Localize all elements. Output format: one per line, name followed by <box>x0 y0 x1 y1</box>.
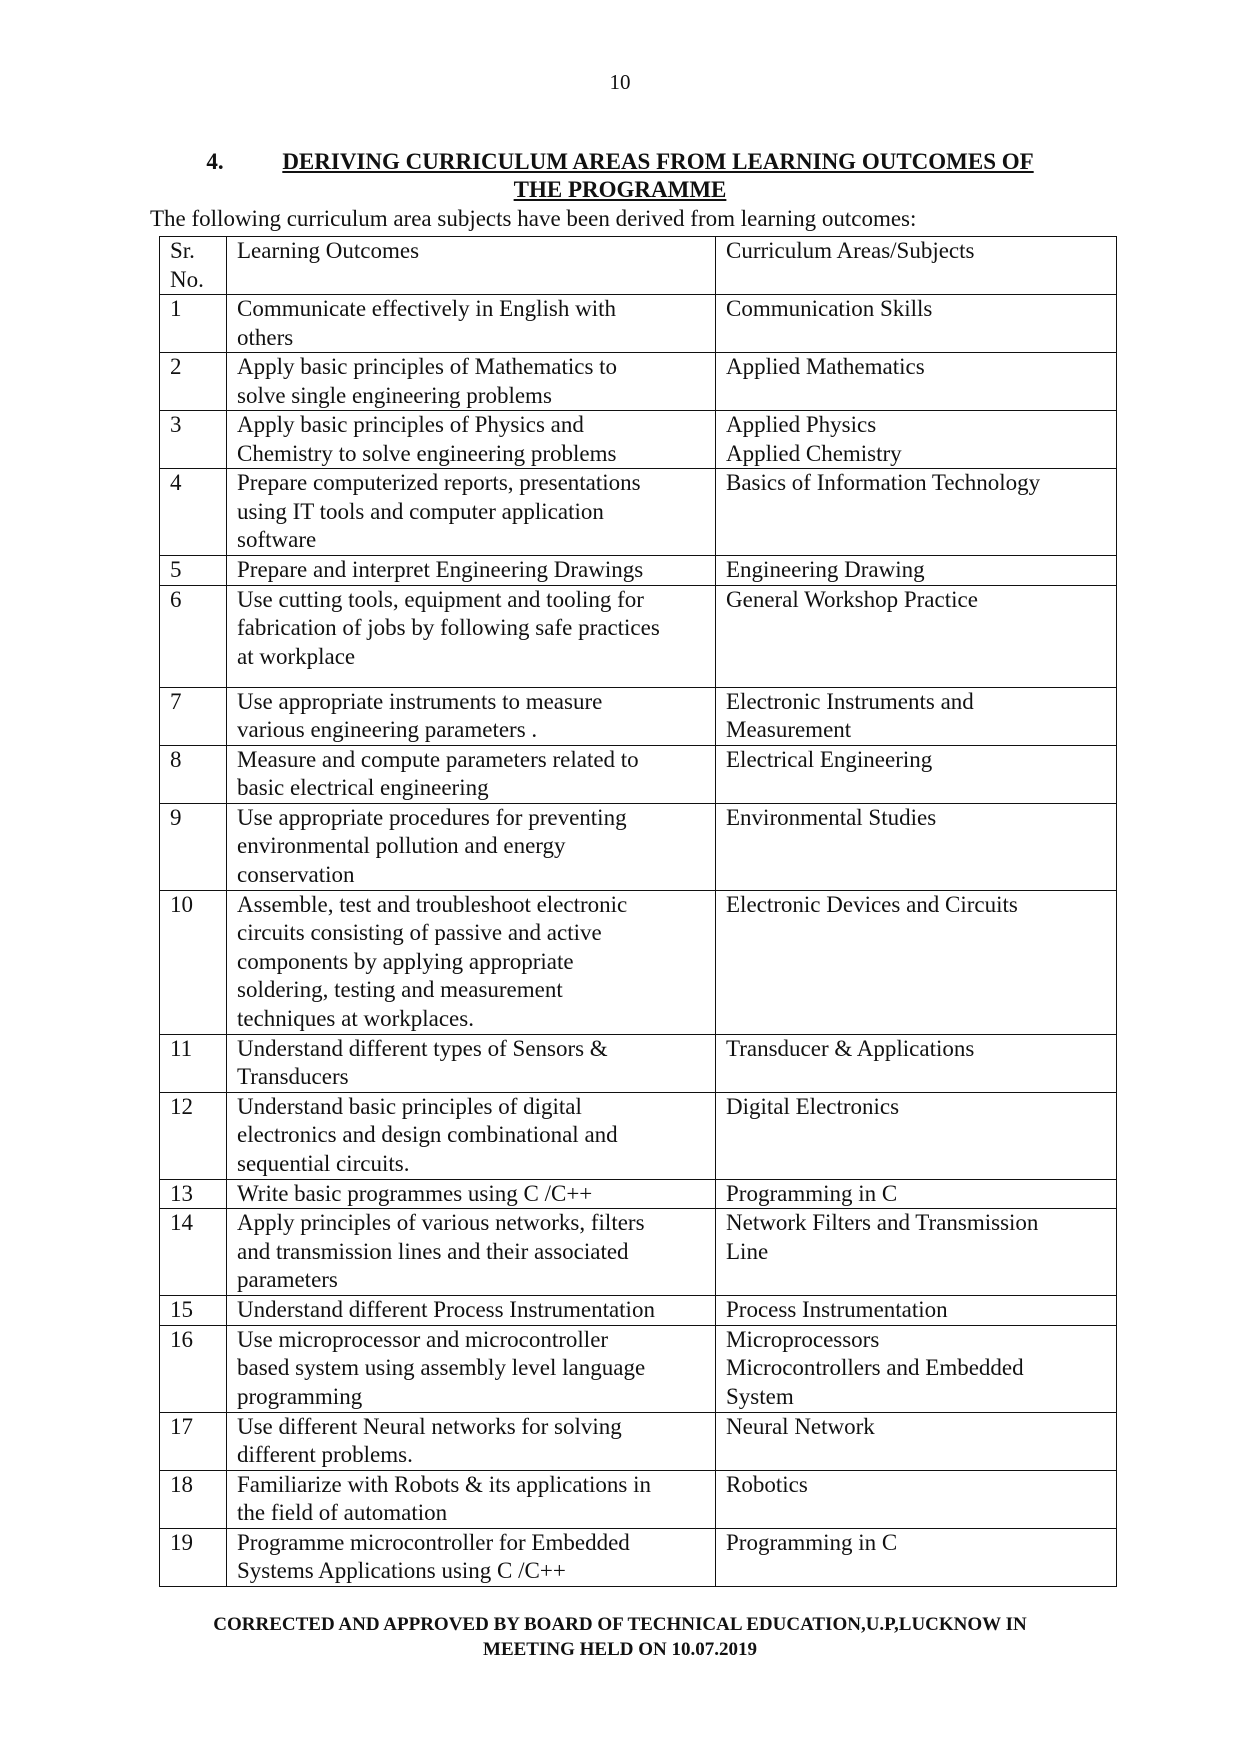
curriculum-subject-cell: Process Instrumentation <box>716 1296 1117 1326</box>
section-number: 4. <box>206 149 224 174</box>
learning-outcome-cell: Write basic programmes using C /C++ <box>227 1179 716 1209</box>
table-row <box>160 1325 1117 1412</box>
sr-no-cell: 11 <box>160 1034 227 1092</box>
sr-no-cell: 19 <box>160 1528 227 1586</box>
learning-outcome-cell: Use microprocessor and microcontroller based system using assembly level language programming <box>227 1325 716 1412</box>
curriculum-subject-cell: Applied Physics Applied Chemistry <box>716 411 1117 469</box>
curriculum-subject-cell: Basics of Information Technology <box>716 469 1117 556</box>
learning-outcome-cell: Understand different types of Sensors & Transducers <box>227 1034 716 1092</box>
table-row <box>160 295 1117 353</box>
curriculum-subject-cell: Electronic Devices and Circuits <box>716 890 1117 1034</box>
curriculum-subject-cell: Electronic Instruments and Measurement <box>716 687 1117 745</box>
learning-outcome-cell: Apply basic principles of Mathematics to solve single engineering problems <box>227 353 716 411</box>
sr-no-cell: 10 <box>160 890 227 1034</box>
learning-outcome-cell: Use appropriate procedures for preventing environmental pollution and energy conservation <box>227 803 716 890</box>
section-heading <box>0 148 1240 204</box>
page-number: 10 <box>609 70 631 94</box>
curriculum-subject-cell: Communication Skills <box>716 295 1117 353</box>
table-body <box>160 237 1117 1587</box>
sr-no-cell: 15 <box>160 1296 227 1326</box>
intro-text: The following curriculum area subjects have been derived from learning outcomes: <box>150 206 917 231</box>
header-curriculum-areas: Curriculum Areas/Subjects <box>716 237 1117 295</box>
sr-no-cell: 2 <box>160 353 227 411</box>
curriculum-subject-cell: Neural Network <box>716 1412 1117 1470</box>
curriculum-subject-cell: Electrical Engineering <box>716 745 1117 803</box>
sr-no-cell: 4 <box>160 469 227 556</box>
table-row <box>160 1470 1117 1528</box>
sr-no-cell: 6 <box>160 585 227 687</box>
sr-no-cell: 8 <box>160 745 227 803</box>
curriculum-subject-cell: Digital Electronics <box>716 1092 1117 1179</box>
learning-outcome-cell: Understand basic principles of digital electronics and design combinational and sequential circuits. <box>227 1092 716 1179</box>
learning-outcome-cell: Apply basic principles of Physics and Chemistry to solve engineering problems <box>227 411 716 469</box>
section-heading-line1 <box>0 148 1240 176</box>
curriculum-subject-cell: Engineering Drawing <box>716 556 1117 586</box>
table-row <box>160 803 1117 890</box>
learning-outcome-cell: Measure and compute parameters related to basic electrical engineering <box>227 745 716 803</box>
learning-outcome-cell: Use different Neural networks for solving different problems. <box>227 1412 716 1470</box>
sr-no-cell: 18 <box>160 1470 227 1528</box>
learning-outcome-cell: Use cutting tools, equipment and tooling for fabrication of jobs by following safe practices at workplace <box>227 585 716 687</box>
curriculum-subject-cell: Microprocessors Microcontrollers and Embedded System <box>716 1325 1117 1412</box>
sr-no-cell: 1 <box>160 295 227 353</box>
curriculum-subject-cell: Transducer & Applications <box>716 1034 1117 1092</box>
sr-no-cell: 17 <box>160 1412 227 1470</box>
header-sr-no: Sr. No. <box>160 237 227 295</box>
learning-outcome-cell: Assemble, test and troubleshoot electronic circuits consisting of passive and active components by applying appropriate soldering, testing and measurement techniques at workplaces. <box>227 890 716 1034</box>
footer-line1: CORRECTED AND APPROVED BY BOARD OF TECHNICAL EDUCATION,U.P,LUCKNOW IN <box>213 1614 1027 1635</box>
curriculum-subject-cell: Network Filters and Transmission Line <box>716 1209 1117 1296</box>
learning-outcome-cell: Communicate effectively in English with others <box>227 295 716 353</box>
table-row <box>160 1179 1117 1209</box>
table-row <box>160 1528 1117 1586</box>
approval-footer <box>0 1612 1240 1662</box>
curriculum-subject-cell: Applied Mathematics <box>716 353 1117 411</box>
sr-no-cell: 14 <box>160 1209 227 1296</box>
curriculum-subject-cell: Robotics <box>716 1470 1117 1528</box>
table-row <box>160 745 1117 803</box>
curriculum-subject-cell: General Workshop Practice <box>716 585 1117 687</box>
table-row <box>160 1034 1117 1092</box>
learning-outcome-cell: Apply principles of various networks, filters and transmission lines and their associated parameters <box>227 1209 716 1296</box>
table-header-row <box>160 237 1117 295</box>
table-row <box>160 687 1117 745</box>
sr-no-cell: 3 <box>160 411 227 469</box>
table-row <box>160 890 1117 1034</box>
sr-no-cell: 16 <box>160 1325 227 1412</box>
header-learning-outcomes: Learning Outcomes <box>227 237 716 295</box>
section-title-line1: DERIVING CURRICULUM AREAS FROM LEARNING OUTCOMES OF <box>282 149 1034 174</box>
table-row <box>160 1092 1117 1179</box>
sr-no-cell: 5 <box>160 556 227 586</box>
learning-outcome-cell: Prepare computerized reports, presentations using IT tools and computer application software <box>227 469 716 556</box>
table-row <box>160 1209 1117 1296</box>
learning-outcomes-table <box>159 236 1117 1587</box>
table-row <box>160 585 1117 687</box>
curriculum-subject-cell: Programming in C <box>716 1179 1117 1209</box>
learning-outcome-cell: Programme microcontroller for Embedded Systems Applications using C /C++ <box>227 1528 716 1586</box>
curriculum-subject-cell: Programming in C <box>716 1528 1117 1586</box>
table-row <box>160 1412 1117 1470</box>
learning-outcome-cell: Prepare and interpret Engineering Drawings <box>227 556 716 586</box>
sr-no-cell: 9 <box>160 803 227 890</box>
sr-no-cell: 7 <box>160 687 227 745</box>
table-row <box>160 1296 1117 1326</box>
section-title-line2: THE PROGRAMME <box>513 177 727 202</box>
sr-no-cell: 13 <box>160 1179 227 1209</box>
curriculum-subject-cell: Environmental Studies <box>716 803 1117 890</box>
table-row <box>160 469 1117 556</box>
learning-outcome-cell: Familiarize with Robots & its applications in the field of automation <box>227 1470 716 1528</box>
table-row <box>160 556 1117 586</box>
learning-outcome-cell: Understand different Process Instrumentation <box>227 1296 716 1326</box>
table-row <box>160 353 1117 411</box>
learning-outcome-cell: Use appropriate instruments to measure various engineering parameters . <box>227 687 716 745</box>
sr-no-cell: 12 <box>160 1092 227 1179</box>
footer-line2: MEETING HELD ON 10.07.2019 <box>483 1639 757 1660</box>
table-row <box>160 411 1117 469</box>
